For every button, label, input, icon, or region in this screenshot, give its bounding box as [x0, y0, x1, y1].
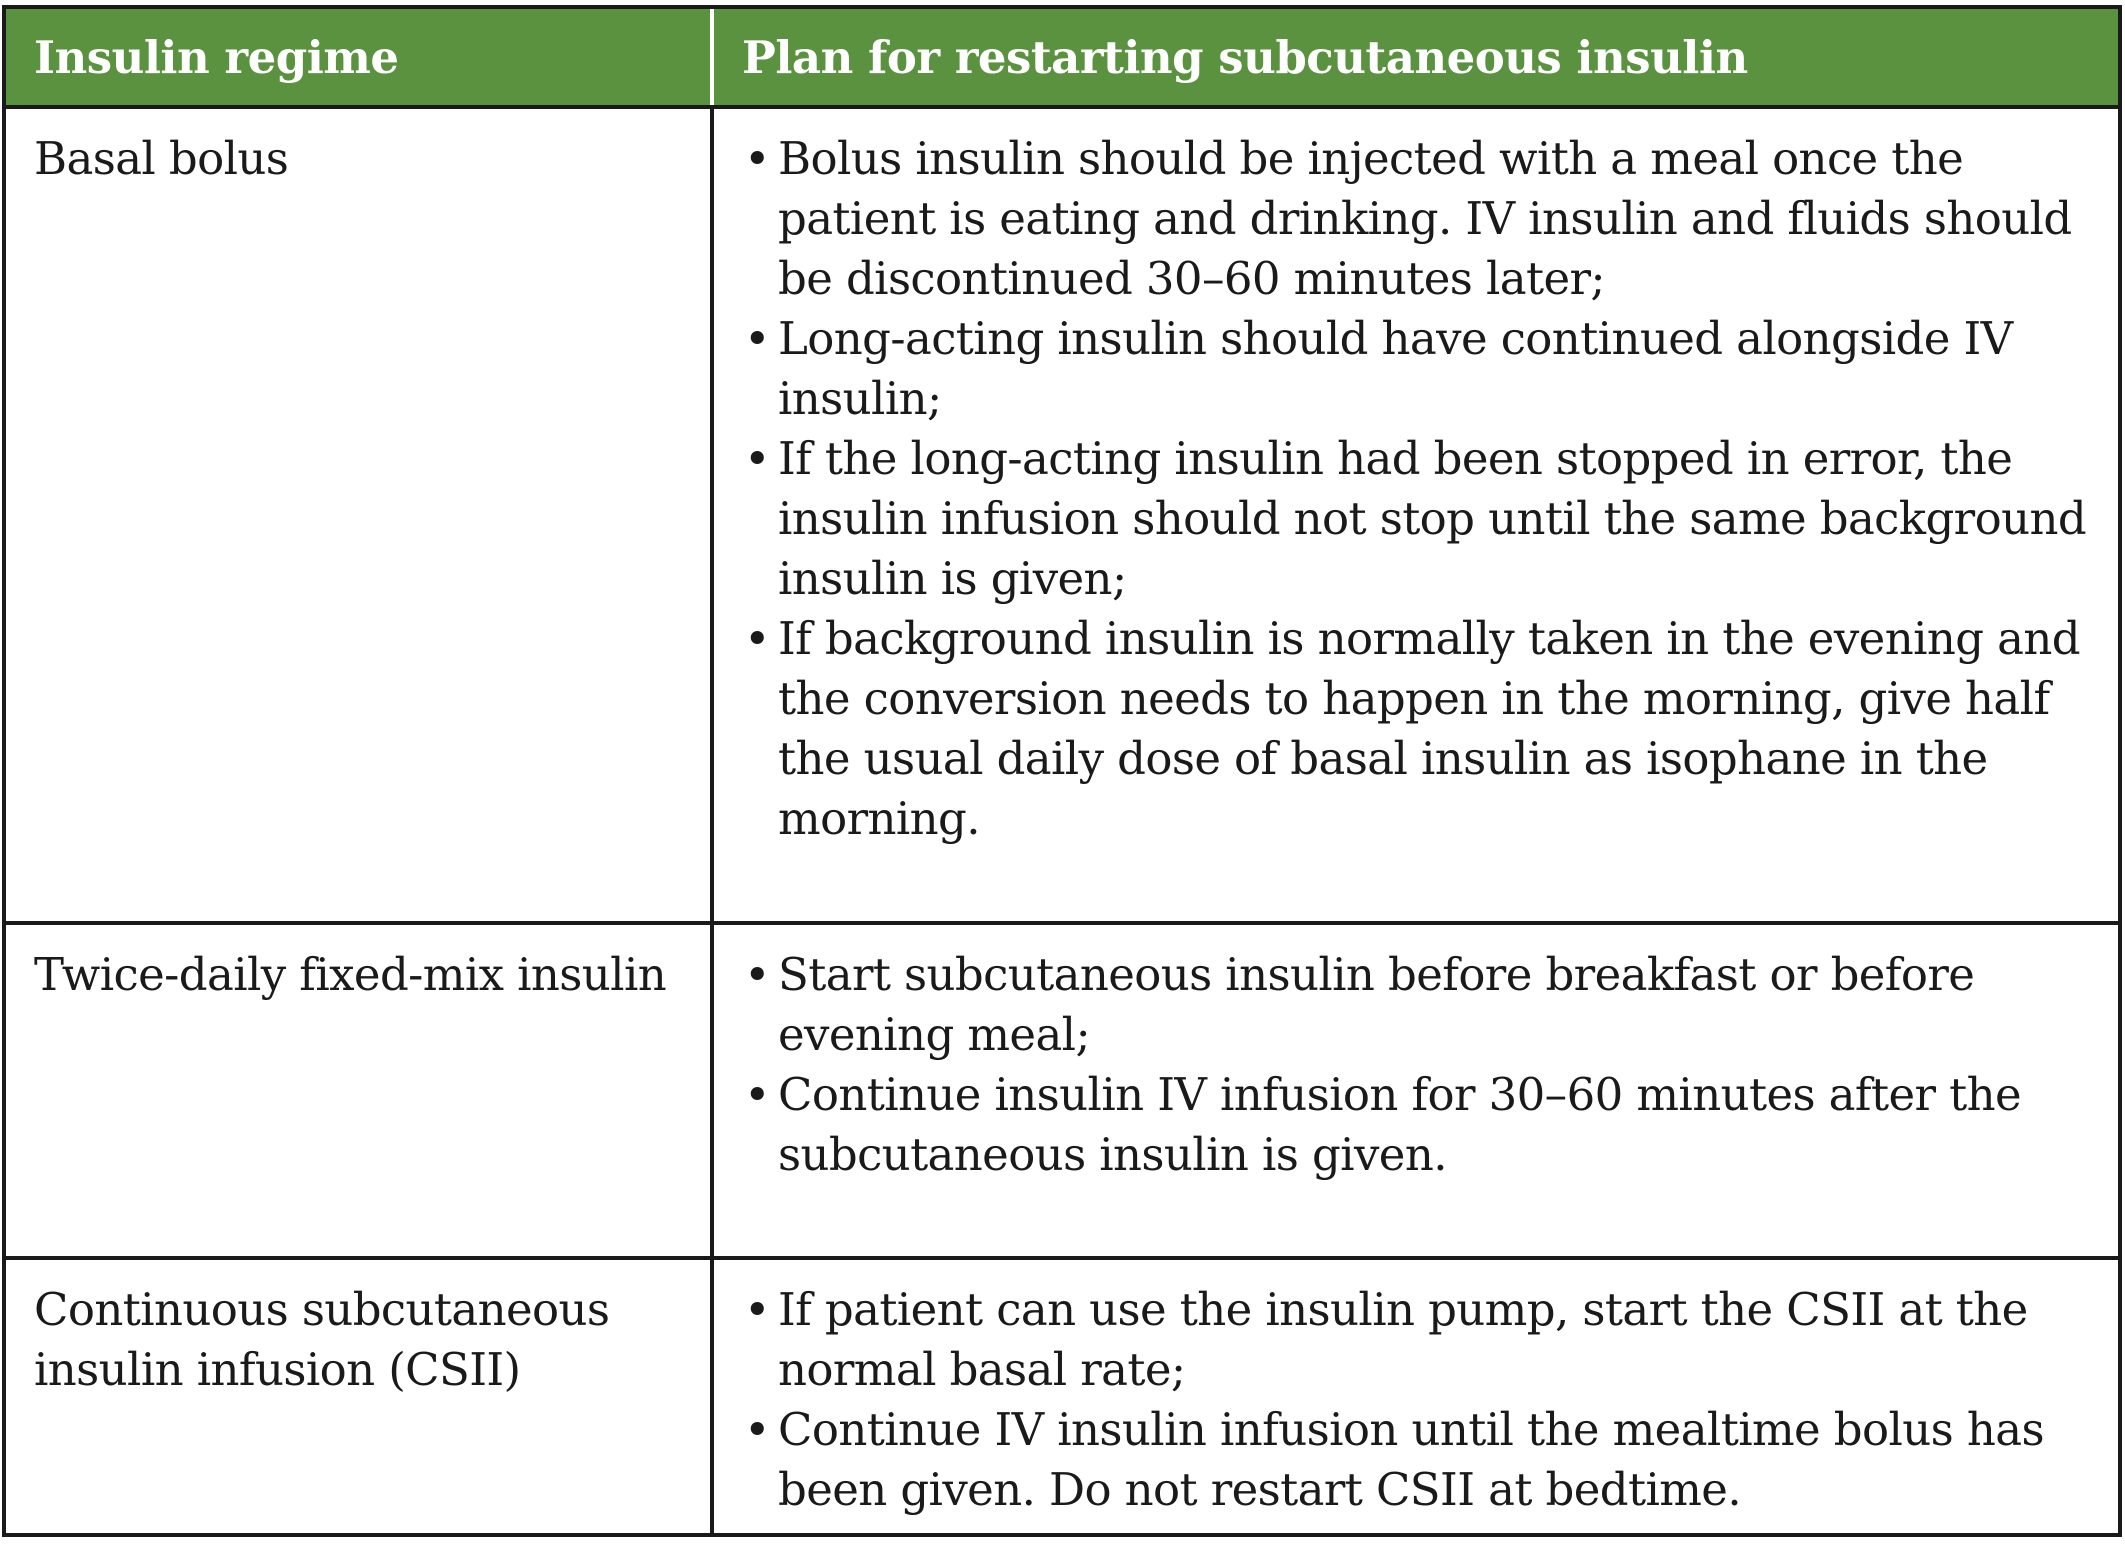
table-header-row [6, 9, 2118, 105]
plan-text: If the long-acting insulin had been stopped in error, the insulin infusion should not stop until the same background insulin is given; [778, 432, 2087, 605]
bullet-icon: • [744, 432, 770, 485]
bullet-icon: • [744, 1068, 770, 1121]
plan-cell [714, 109, 2118, 921]
plan-text: Continue IV insulin infusion until the mealtime bolus has been given. Do not restart CSII at bedtime. [778, 1403, 2044, 1516]
plan-text: Continue insulin IV infusion for 30–60 minutes after the subcutaneous insulin is given. [778, 1068, 2021, 1181]
plan-text: Bolus insulin should be injected with a meal once the patient is eating and drinking. IV insulin and fluids should be discontinued 30–60 minutes later; [778, 132, 2072, 305]
plan-list [738, 1280, 2098, 1520]
regime-cell [6, 1260, 714, 1533]
plan-text: If patient can use the insulin pump, start the CSII at the normal basal rate; [778, 1283, 2028, 1396]
table-row [6, 105, 2118, 921]
plan-list [738, 129, 2098, 849]
insulin-regime-table [2, 5, 2122, 1537]
plan-cell [714, 925, 2118, 1256]
bullet-icon: • [744, 312, 770, 365]
plan-cell [714, 1260, 2118, 1533]
header-cell-plan [714, 9, 2118, 105]
bullet-icon: • [744, 132, 770, 185]
table-row [6, 921, 2118, 1256]
list-item [738, 129, 2098, 309]
regime-label: Basal bolus [34, 132, 289, 185]
header-insulin-regime: Insulin regime [34, 30, 399, 84]
plan-text: If background insulin is normally taken in the evening and the conversion needs to happen in the morning, give half the usual daily dose of basal insulin as isophane in the morning. [778, 612, 2080, 845]
plan-text: Start subcutaneous insulin before breakfast or before evening meal; [778, 948, 1975, 1061]
bullet-icon: • [744, 1403, 770, 1456]
bullet-icon: • [744, 612, 770, 665]
list-item [738, 609, 2098, 849]
plan-list [738, 945, 2098, 1185]
bullet-icon: • [744, 1283, 770, 1336]
list-item [738, 1065, 2098, 1185]
header-plan: Plan for restarting subcutaneous insulin [742, 30, 1748, 84]
header-cell-regime [6, 9, 714, 105]
plan-text: Long-acting insulin should have continued alongside IV insulin; [778, 312, 2013, 425]
table-row [6, 1256, 2118, 1533]
list-item [738, 309, 2098, 429]
bullet-icon: • [744, 948, 770, 1001]
regime-cell [6, 925, 714, 1256]
regime-cell [6, 109, 714, 921]
list-item [738, 1280, 2098, 1400]
regime-label: Twice-daily fixed-mix insulin [34, 948, 667, 1001]
list-item [738, 429, 2098, 609]
list-item [738, 945, 2098, 1065]
regime-label: Continuous subcutaneous insulin infusion (CSII) [34, 1283, 610, 1396]
list-item [738, 1400, 2098, 1520]
